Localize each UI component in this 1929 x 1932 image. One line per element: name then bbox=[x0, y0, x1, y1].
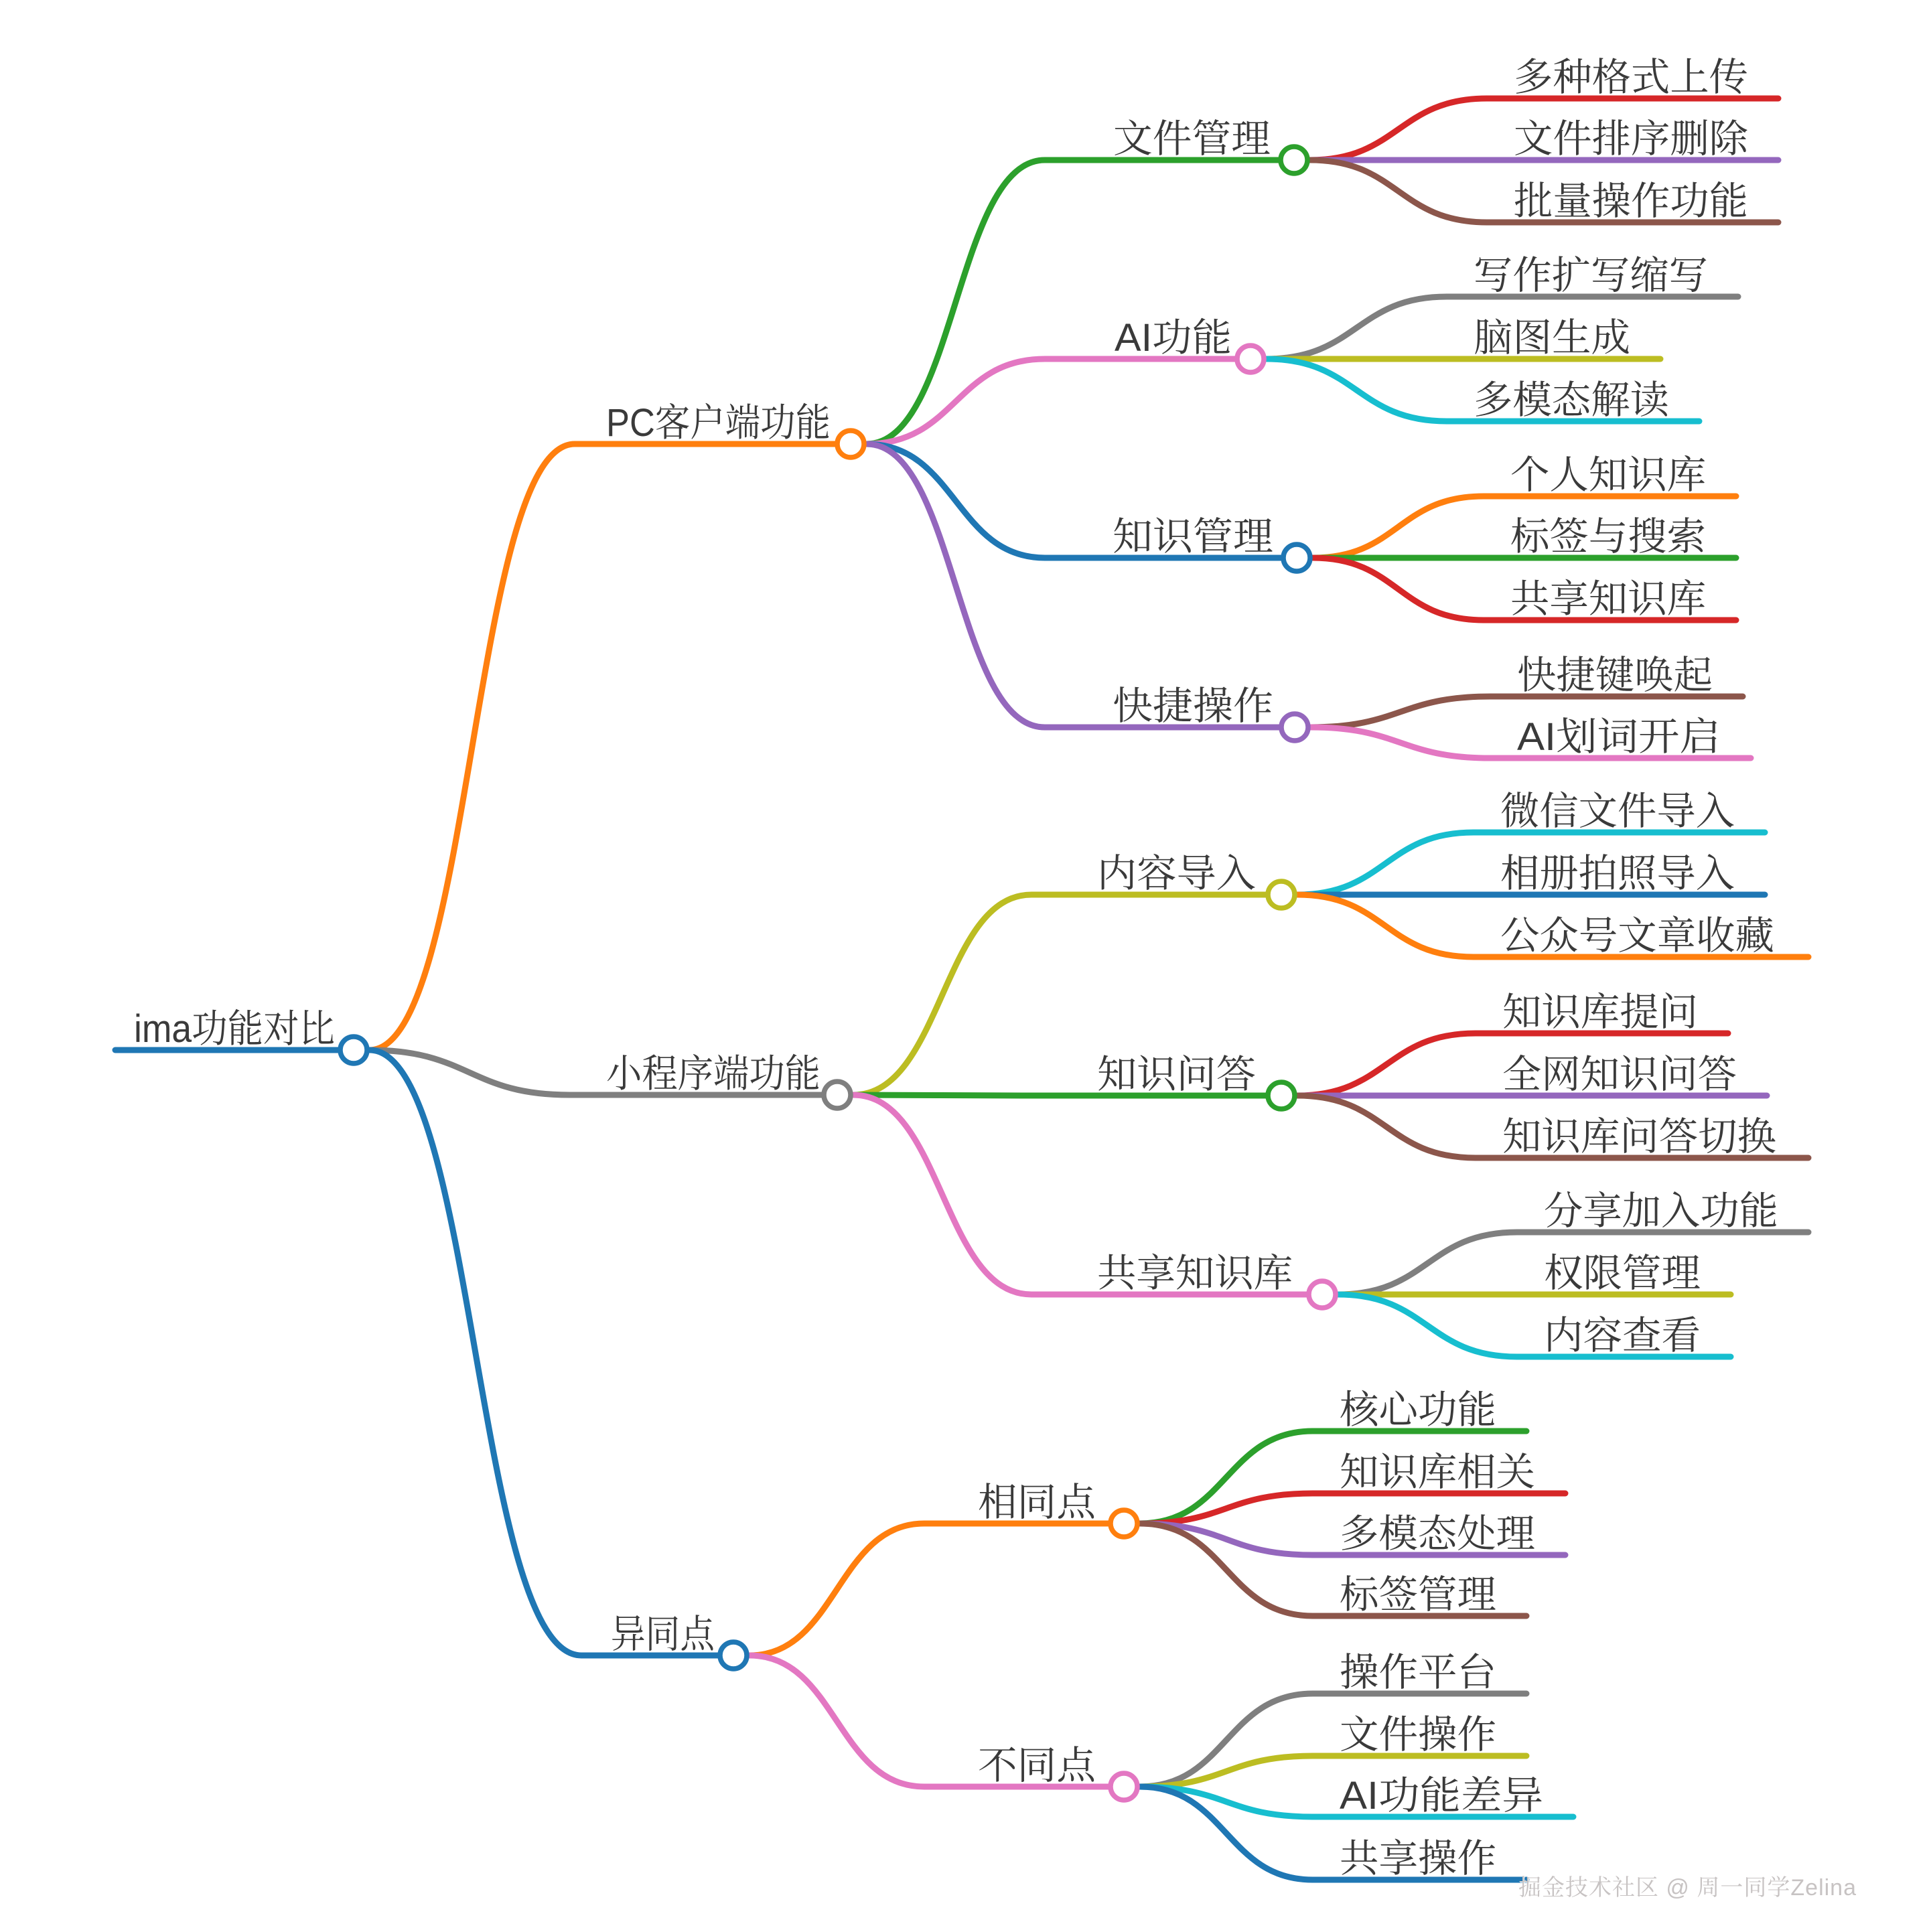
label-kb-qa-switch: 知识库问答切换 bbox=[1502, 1115, 1776, 1159]
label-web-knowledge-qa: 全网知识问答 bbox=[1502, 1053, 1737, 1096]
label-kb-questions: 知识库提问 bbox=[1502, 990, 1698, 1034]
label-similarities: 相同点 bbox=[978, 1481, 1096, 1524]
label-sharing-operations: 共享操作 bbox=[1340, 1837, 1496, 1880]
label-similarities-differences: 异同点 bbox=[611, 1613, 715, 1656]
circle-similarities-differences[interactable] bbox=[720, 1642, 747, 1669]
circle-ai-features[interactable] bbox=[1237, 346, 1264, 372]
label-content-view: 内容查看 bbox=[1544, 1314, 1701, 1357]
circle-quick-operations[interactable] bbox=[1281, 714, 1308, 741]
label-shared-kb-mini: 共享知识库 bbox=[1097, 1252, 1293, 1295]
label-shared-kb: 共享知识库 bbox=[1510, 577, 1706, 621]
label-pc-client: PC客户端功能 bbox=[606, 401, 831, 445]
branch-similarities-differences bbox=[370, 1050, 733, 1655]
label-knowledge-management: 知识管理 bbox=[1113, 515, 1273, 559]
label-hotkey-invoke: 快捷键唤起 bbox=[1517, 654, 1713, 697]
label-permission-management: 权限管理 bbox=[1544, 1252, 1701, 1295]
branch-pc-client bbox=[370, 444, 851, 1050]
label-ai-features: AI功能 bbox=[1115, 316, 1232, 360]
label-share-join: 分享加入功能 bbox=[1544, 1189, 1778, 1233]
label-file-management: 文件管理 bbox=[1113, 117, 1271, 161]
label-multimodal-processing: 多模态处理 bbox=[1340, 1512, 1535, 1556]
label-root: ima功能对比 bbox=[134, 1007, 335, 1051]
label-ai-word-selection: AI划词开启 bbox=[1517, 715, 1721, 759]
label-writing-expand-shrink: 写作扩写缩写 bbox=[1474, 254, 1708, 297]
label-kb-related: 知识库相关 bbox=[1340, 1451, 1535, 1494]
circle-mini-program[interactable] bbox=[824, 1082, 851, 1108]
label-platform: 操作平台 bbox=[1340, 1651, 1496, 1694]
label-tags-search: 标签与搜索 bbox=[1510, 515, 1706, 559]
label-upload-formats: 多种格式上传 bbox=[1514, 56, 1748, 99]
circle-root[interactable] bbox=[340, 1037, 367, 1063]
label-multimodal-reading: 多模态解读 bbox=[1474, 378, 1669, 422]
circle-similarities[interactable] bbox=[1111, 1510, 1137, 1537]
watermark: 掘金技术社区 @ 周一同学Zelina bbox=[1518, 1875, 1857, 1901]
branch-similarities bbox=[749, 1524, 1124, 1655]
label-knowledge-qa: 知识问答 bbox=[1097, 1053, 1256, 1096]
circle-content-import[interactable] bbox=[1268, 881, 1295, 908]
label-batch-operations: 批量操作功能 bbox=[1514, 179, 1748, 223]
label-official-article-favorite: 公众号文章收藏 bbox=[1500, 914, 1774, 958]
branch-ai-features bbox=[867, 359, 1251, 444]
label-tag-management: 标签管理 bbox=[1340, 1573, 1496, 1617]
circle-differences[interactable] bbox=[1111, 1773, 1137, 1800]
label-core-features: 核心功能 bbox=[1340, 1388, 1496, 1432]
circle-knowledge-qa[interactable] bbox=[1268, 1082, 1295, 1109]
label-album-photo-import: 相册拍照导入 bbox=[1500, 852, 1735, 895]
label-personal-kb: 个人知识库 bbox=[1510, 453, 1706, 497]
circle-pc-client[interactable] bbox=[837, 431, 864, 457]
label-file-operations: 文件操作 bbox=[1340, 1713, 1496, 1757]
label-mindmap-generation: 脑图生成 bbox=[1474, 316, 1630, 360]
circle-shared-kb-mini[interactable] bbox=[1309, 1281, 1336, 1308]
label-quick-operations: 快捷操作 bbox=[1113, 684, 1273, 728]
label-ai-feature-differences: AI功能差异 bbox=[1340, 1774, 1543, 1817]
circle-knowledge-management[interactable] bbox=[1283, 544, 1310, 571]
circle-file-management[interactable] bbox=[1281, 147, 1307, 173]
label-file-sort-delete: 文件排序删除 bbox=[1514, 117, 1749, 161]
label-content-import: 内容导入 bbox=[1097, 852, 1256, 895]
branch-file-management bbox=[867, 160, 1294, 444]
label-mini-program: 小程序端功能 bbox=[606, 1052, 820, 1096]
label-differences: 不同点 bbox=[978, 1744, 1096, 1787]
label-wechat-file-import: 微信文件导入 bbox=[1500, 790, 1735, 833]
